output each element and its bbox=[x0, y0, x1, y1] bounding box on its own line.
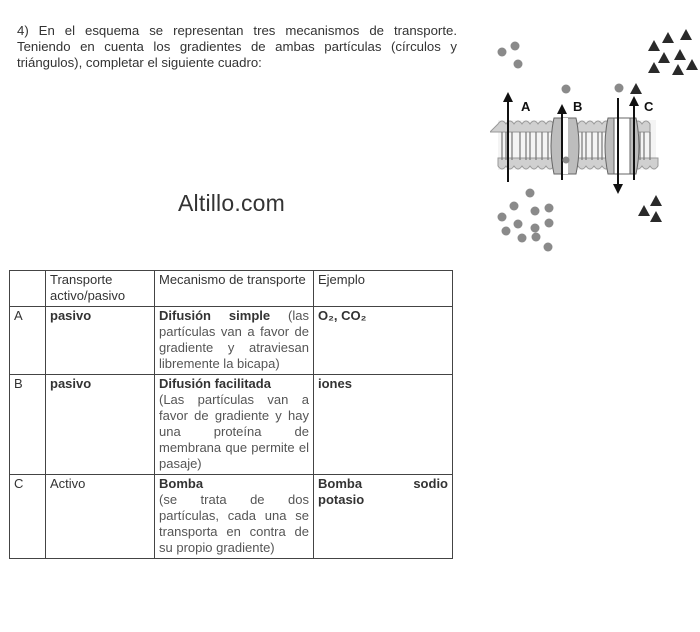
watermark: Altillo.com bbox=[178, 190, 286, 216]
triangles-outside bbox=[648, 29, 698, 75]
row-id: A bbox=[10, 307, 46, 375]
mechanism-title: Difusión facilitada bbox=[159, 376, 271, 391]
triangle-moving bbox=[630, 83, 642, 94]
row-transport: Activo bbox=[46, 475, 155, 559]
mechanism-title: Bomba bbox=[159, 476, 204, 491]
header-cell-empty bbox=[10, 271, 46, 307]
membrane-transport-diagram bbox=[490, 20, 700, 260]
row-transport: pasivo bbox=[46, 307, 155, 375]
circles-outside bbox=[498, 42, 523, 69]
row-example: Bomba sodio potasio bbox=[314, 475, 453, 559]
label-b: B bbox=[573, 99, 583, 114]
lipid-bilayer bbox=[490, 118, 658, 174]
triangles-inside bbox=[638, 195, 662, 222]
transport-table bbox=[9, 270, 453, 559]
row-transport: pasivo bbox=[46, 375, 155, 475]
circles-inside bbox=[498, 189, 554, 252]
row-mechanism bbox=[155, 307, 314, 375]
header-mechanism: Mecanismo de transporte bbox=[155, 271, 314, 307]
mechanism-detail: (las partículas van a favor de gradiente y atraviesan libremente la bicapa) bbox=[159, 308, 309, 371]
row-mechanism bbox=[155, 475, 314, 559]
mechanism-detail: (se trata de dos partículas, cada una se transporta en contra de su propio gradiente) bbox=[159, 492, 309, 555]
label-a: A bbox=[521, 99, 531, 114]
row-id: B bbox=[10, 375, 46, 475]
row-mechanism bbox=[155, 375, 314, 475]
table-row bbox=[10, 375, 453, 475]
mechanism-title: Difusión simple bbox=[159, 308, 271, 323]
row-example: O₂, CO₂ bbox=[314, 307, 453, 375]
table-row bbox=[10, 475, 453, 559]
table-row bbox=[10, 307, 453, 375]
table-header-row bbox=[10, 271, 453, 307]
mechanism-detail: (Las partículas van a favor de gradiente y hay una proteína de membrana que permite el pasaje) bbox=[159, 392, 309, 471]
header-example: Ejemplo bbox=[314, 271, 453, 307]
question-text: 4) En el esquema se representan tres mecanismos de transporte. Teniendo en cuenta los gradientes de ambas partículas (círculos y triángulos), completar el siguiente cuadro: bbox=[17, 23, 457, 70]
label-c: C bbox=[644, 99, 654, 114]
header-transport: Transporte activo/pasivo bbox=[46, 271, 155, 307]
row-example: iones bbox=[314, 375, 453, 475]
row-id: C bbox=[10, 475, 46, 559]
